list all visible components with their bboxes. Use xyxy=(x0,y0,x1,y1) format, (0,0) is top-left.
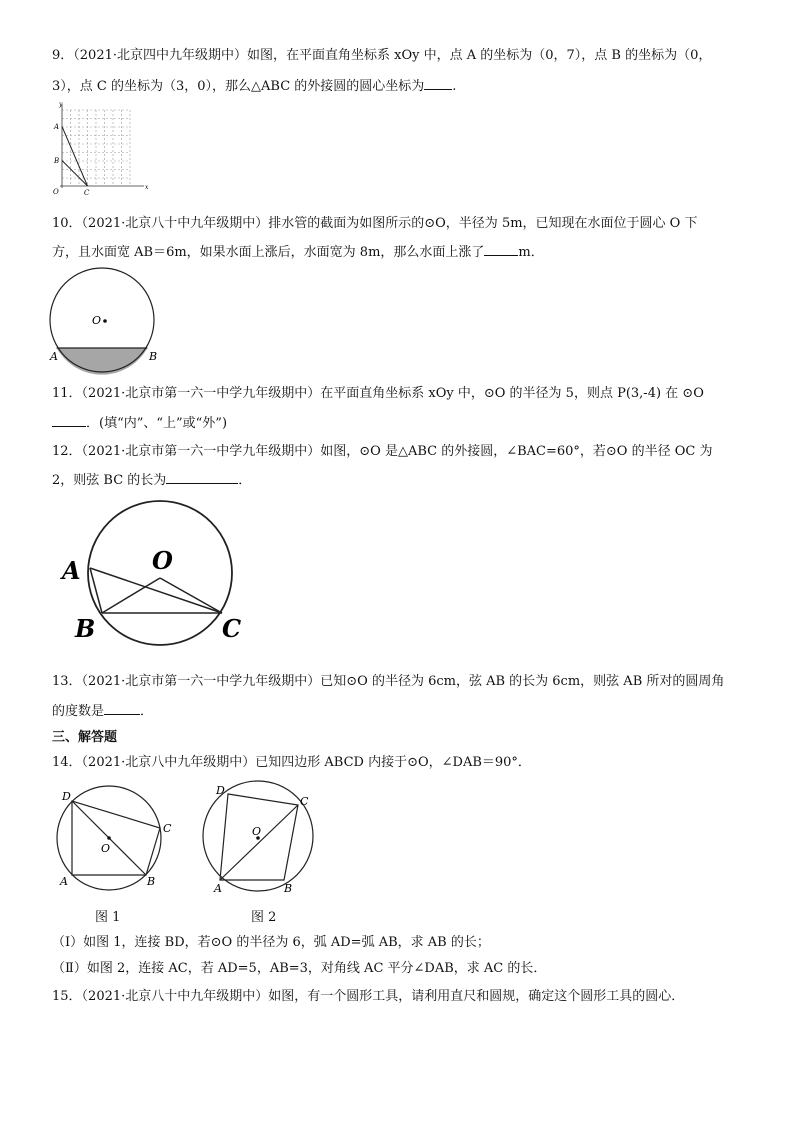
q9-label-a: A xyxy=(54,123,60,131)
q12-label-o: O xyxy=(152,546,173,575)
q14-fig2-label-b: B xyxy=(284,882,293,895)
q13-line2-text: 的度数是 xyxy=(52,704,105,719)
q10-line2 xyxy=(52,243,544,262)
q9-line2-end: . xyxy=(452,79,457,94)
q14-fig1-quad xyxy=(72,801,160,875)
q9-side-bc xyxy=(62,161,88,187)
q9-label-x: x xyxy=(145,184,149,191)
q11-line2 xyxy=(52,414,227,433)
q14-part2: （Ⅱ）如图 2，连接 AC，若 AD=5，AB=3，对角线 AC 平分∠DAB，求 AC 的长． xyxy=(52,961,547,976)
q14-fig1-label-o: O xyxy=(101,842,111,855)
q9-grid xyxy=(62,110,130,186)
q12-line1: 12．（2021·北京市第一六一中学九年级期中）如图，⊙O 是△ABC 的外接圆，∠BAC=60°，若⊙O 的半径 OC 为 xyxy=(52,444,713,459)
q14-fig1-label-a: A xyxy=(60,875,68,888)
q13-line2-end: ． xyxy=(140,704,154,719)
q9-line2 xyxy=(52,77,456,96)
q11-line2-end: ．(填“内”、“上”或“外”) xyxy=(86,416,228,431)
section-heading: 三、解答题 xyxy=(52,730,118,745)
q14-fig2-label-c: C xyxy=(300,795,309,808)
q14-fig1-caption: 图 1 xyxy=(95,910,121,925)
q14-figure1 xyxy=(55,782,185,894)
q13-line2 xyxy=(52,702,153,721)
q12-radius-ob xyxy=(102,578,160,613)
q9-label-y: y xyxy=(59,101,63,108)
q10-line2-end: m． xyxy=(518,245,544,260)
q14-fig1-label-b: B xyxy=(147,875,156,888)
q14-figure2 xyxy=(198,780,328,895)
q9-label-b: B xyxy=(54,157,60,165)
q12-figure xyxy=(60,503,250,653)
q14-fig2-label-a: A xyxy=(214,882,222,895)
q14-line1: 14．（2021·北京八中九年级期中）已知四边形 ABCD 内接于⊙O，∠DAB＝90°． xyxy=(52,755,531,770)
q12-label-a: A xyxy=(62,556,81,585)
q14-fig2-label-o: O xyxy=(252,825,262,838)
q13-answer-blank xyxy=(104,702,140,715)
q12-label-c: C xyxy=(222,614,242,643)
q9-line2-text: 3），点 C 的坐标为（3，0），那么△ABC 的外接圆的圆心坐标为 xyxy=(52,79,425,94)
q10-line1: 10．（2021·北京八十中九年级期中）排水管的截面为如图所示的⊙O，半径为 5m，已知现在水面位于圆心 O 下 xyxy=(52,216,698,231)
q11-answer-blank xyxy=(52,414,86,427)
q10-answer-blank xyxy=(484,243,518,256)
q9-label-c: C xyxy=(84,189,90,197)
q14-fig2-label-d: D xyxy=(216,784,225,797)
q9-answer-blank xyxy=(424,77,452,90)
q10-figure xyxy=(48,266,172,366)
q9-label-o: O xyxy=(53,188,59,196)
q9-figure xyxy=(48,102,158,198)
q12-line2 xyxy=(52,471,251,490)
q15-line1: 15．（2021·北京八十中九年级期中）如图，有一个圆形工具，请利用直尺和圆规，确定这个圆形工具的圆心． xyxy=(52,989,685,1004)
q14-fig1-center-dot xyxy=(107,836,111,840)
q10-label-o: O xyxy=(92,314,102,327)
q10-center-dot xyxy=(103,319,107,323)
q11-line1: 11．（2021·北京市第一六一中学九年级期中）在平面直角坐标系 xOy 中，⊙O 的半径为 5，则点 P(3,-4) 在 ⊙O xyxy=(52,386,704,401)
q14-fig2-caption: 图 2 xyxy=(251,910,277,925)
q12-line2-end: ． xyxy=(238,473,252,488)
q13-line1: 13．（2021·北京市第一六一中学九年级期中）已知⊙O 的半径为 6cm，弦 AB 的长为 6cm，则弦 AB 所对的圆周角 xyxy=(52,674,725,689)
q12-line2-text: 2，则弦 BC 的长为 xyxy=(52,473,167,488)
q14-part1: （Ⅰ）如图 1，连接 BD，若⊙O 的半径为 6，弧 AD=弧 AB，求 AB 的长； xyxy=(52,935,490,950)
q14-fig1-label-d: D xyxy=(62,790,71,803)
q14-fig1-label-c: C xyxy=(163,822,172,835)
q10-label-a: A xyxy=(50,350,58,363)
q9-line1: 9．（2021·北京四中九年级期中）如图，在平面直角坐标系 xOy 中，点 A 的坐标为（0，7），点 B 的坐标为（0， xyxy=(52,48,712,63)
q12-label-b: B xyxy=(75,614,96,643)
q10-line2-text: 方，且水面宽 AB＝6m，如果水面上涨后，水面宽为 8m，那么水面上涨了 xyxy=(52,245,485,260)
q10-label-b: B xyxy=(149,350,158,363)
q12-answer-blank xyxy=(166,471,238,484)
